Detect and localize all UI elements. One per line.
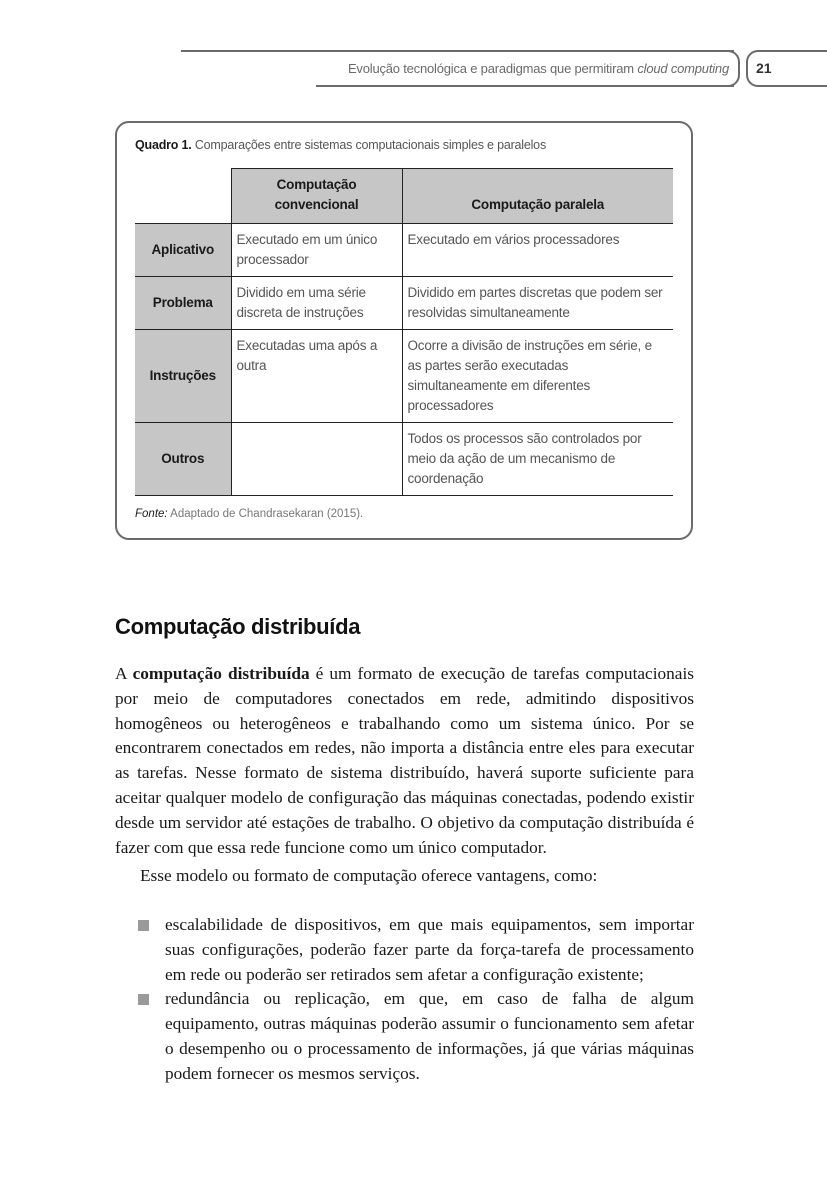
list-item-text: escalabilidade de dispositivos, em que mais equipamentos, sem importar suas configurações, poderão fazer parte da força-tarefa de processamento em rede ou poderão ser retirados sem afetar a configuração existente; <box>165 915 694 984</box>
cell-convencional: Executadas uma após a outra <box>231 330 402 423</box>
cell-paralela: Dividido em partes discretas que podem ser resolvidas simultaneamente <box>402 277 673 330</box>
section-heading: Computação distribuída <box>115 614 361 639</box>
comparison-table <box>135 168 673 496</box>
column-header-paralela: Computação paralela <box>402 169 673 224</box>
list-item <box>138 987 694 1086</box>
advantages-list <box>138 913 694 1087</box>
cell-paralela: Todos os processos são controlados por meio da ação de um mecanismo de coordenação <box>402 423 673 496</box>
table-row <box>135 224 673 277</box>
header-rule-top <box>181 50 734 52</box>
row-header-outros: Outros <box>135 423 231 496</box>
row-header-aplicativo: Aplicativo <box>135 224 231 277</box>
quadro-label: Quadro 1. <box>135 138 192 152</box>
table-source <box>135 508 363 520</box>
table-row <box>135 277 673 330</box>
running-title-italic: cloud computing <box>637 61 729 76</box>
header-rule-bottom <box>316 85 734 87</box>
cell-paralela: Executado em vários processadores <box>402 224 673 277</box>
p1-lead: A <box>115 664 133 683</box>
cell-convencional: Executado em um único processador <box>231 224 402 277</box>
body-paragraph-2: Esse modelo ou formato de computação oferece vantagens, como: <box>140 866 598 885</box>
p1-bold-term: computação distribuída <box>132 664 310 683</box>
table-header-row <box>135 169 673 224</box>
row-header-instrucoes: Instruções <box>135 330 231 423</box>
square-bullet-icon <box>138 920 149 931</box>
table-row <box>135 330 673 423</box>
row-header-problema: Problema <box>135 277 231 330</box>
table-corner-cell <box>135 169 231 224</box>
quadro-caption-text: Comparações entre sistemas computacionais simples e paralelos <box>194 138 546 152</box>
list-item <box>138 913 694 987</box>
cell-convencional <box>231 423 402 496</box>
source-label: Fonte: <box>135 508 168 520</box>
body-paragraph-1 <box>115 662 694 860</box>
cell-paralela: Ocorre a divisão de instruções em série, e as partes serão executadas simultaneamente em diferentes processadores <box>402 330 673 423</box>
square-bullet-icon <box>138 994 149 1005</box>
table-row <box>135 423 673 496</box>
p1-rest: é um formato de execução de tarefas computacionais por meio de computadores conectados em rede, admitindo dispositivos homogêneos ou heterogêneos e trabalhando como um sistema único. Por se encontrarem conectados em redes, não importa a distância entre eles para executar as tarefas. Nesse formato de sistema distribuído, haverá suporte suficiente para aceitar qualquer modelo de configuração das máquinas conectadas, podendo existir desde um servidor até estações de trabalho. O objetivo da computação distribuída é fazer com que essa rede funcione como um único computador. <box>115 664 694 857</box>
quadro-caption <box>135 138 546 152</box>
column-header-convencional: Computação convencional <box>231 169 402 224</box>
list-item-text: redundância ou replicação, em que, em caso de falha de algum equipamento, outras máquinas poderão assumir o funcionamento sem afetar o desempenho ou o processamento de informações, já que várias máquinas podem fornecer os mesmos serviços. <box>165 989 694 1083</box>
cell-convencional: Dividido em uma série discreta de instruções <box>231 277 402 330</box>
source-text: Adaptado de Chandrasekaran (2015). <box>170 508 364 520</box>
running-title-text: Evolução tecnológica e paradigmas que permitiram <box>347 61 634 76</box>
running-header-title <box>348 61 729 76</box>
page-number: 21 <box>756 60 772 76</box>
